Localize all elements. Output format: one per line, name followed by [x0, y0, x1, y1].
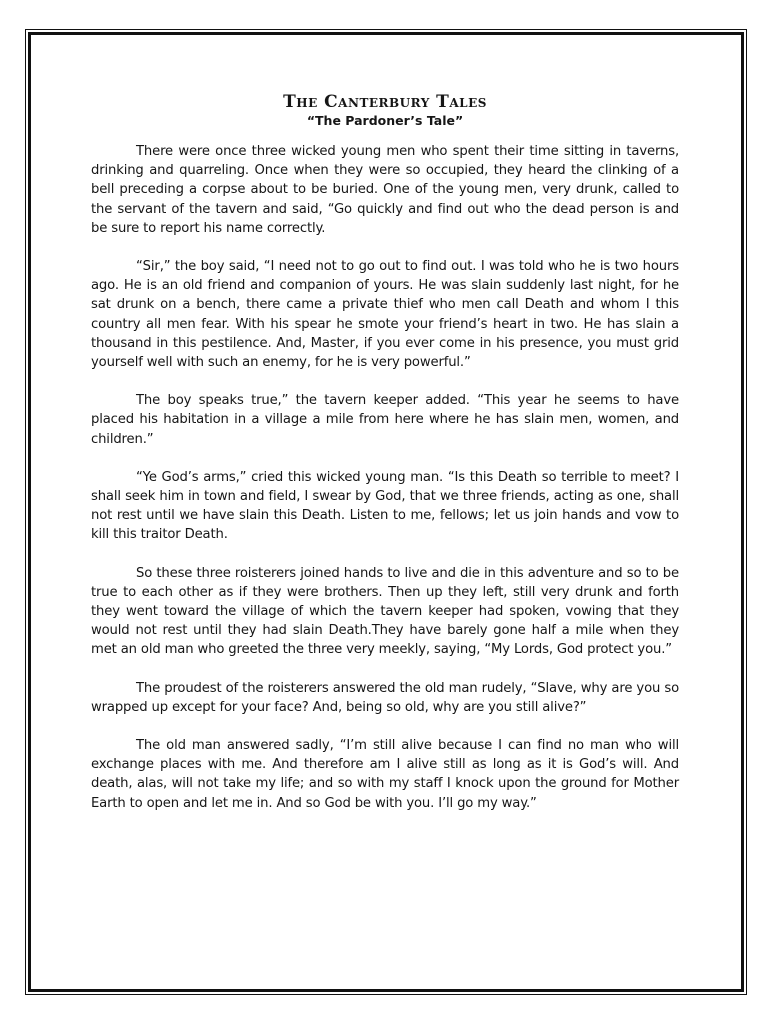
paragraph-5: So these three roisterers joined hands to live and die in this adventure and so to be true to each other as if they were brothers. Then up they left, still very drunk and forth they went toward the village of which the tavern keeper had spoken, vowing that they would not rest until they had slain Death.They have barely gone half a mile when they met an old man who greeted the three very meekly, saying, “My Lords, God protect you.”	[91, 565, 679, 658]
paragraph-1: There were once three wicked young men who spent their time sitting in taverns, drinking and quarreling. Once when they were so occupied, they heard the clinking of a bell preceding a corpse about to be buried. One of the young men, very drunk, called to the servant of the tavern and said, “Go quickly and find out who the dead person is and be sure to report his name correctly.	[91, 144, 679, 236]
paragraph-6: The proudest of the roisterers answered the old man rudely, “Slave, why are you so wrapped up except for your face? And, being so old, why are you still alive?”	[91, 680, 679, 715]
document-title: The Canterbury Tales	[283, 92, 487, 112]
paragraph-3: The boy speaks true,” the tavern keeper added. “This year he seems to have placed his habitation in a village a mile from here where he has slain men, women, and children.”	[91, 393, 679, 447]
document-body	[91, 92, 679, 832]
document-subtitle: “The Pardoner’s Tale”	[306, 113, 464, 128]
paragraph-7: The old man answered sadly, “I’m still alive because I can find no man who will exchange places with me. And therefore am I alive still as long as it is God’s will. And death, alas, will not take my life; and so with my staff I knock upon the ground for Mother Earth to open and let me in. And so God be with you. I’ll go my way.”	[91, 738, 679, 811]
paragraph-4: “Ye God’s arms,” cried this wicked young man. “Is this Death so terrible to meet? I shall seek him in town and field, I swear by God, that we three friends, acting as one, shall not rest until we have slain this Death. Listen to me, fellows; let us join hands and vow to kill this traitor Death.	[91, 469, 679, 543]
paragraph-2: “Sir,” the boy said, “I need not to go out to find out. I was told who he is two hours ago. He is an old friend and companion of yours. He was slain suddenly last night, for he sat drunk on a bench, there came a private thief who men call Death and whom I this country all men fear. With his spear he smote your friend’s heart in two. He has slain a thousand in this pestilence. And, Master, if you ever come in his presence, you must grid yourself well with such an enemy, for he is very powerful.”	[91, 259, 679, 371]
